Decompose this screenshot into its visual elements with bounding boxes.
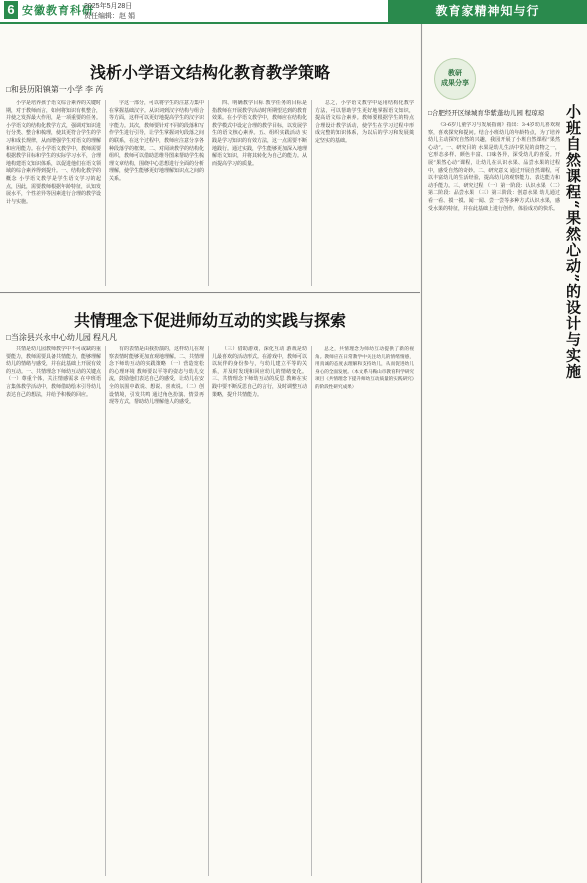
article3-column-1: 《3-6岁儿童学习与发展指南》指出：3-4岁幼儿喜欢观察，喜欢探究和提问。结合小班幼儿的年龄特点，为了培养幼儿主动探究自然的兴趣，我园开展了小班自然课程“果然心动”。一、研究目的 水果是幼儿生活中常见的食物之一，它形态多样、颜色丰富、口味各异，深受幼儿的喜爱。开展“果然心动”课程，让幼儿在认识水果、品尝水果的过程中，感受自然的奇妙。二、研究意义 通过开展自然课程，可以丰富幼儿的生活经验，提高幼儿的观察能力、表达能力和动手能力。三、研究过程 （一）第一阶段：认识水果 （二）第二阶段：品尝水果 （三）第三阶段：创意水果 幼儿通过看一看、摸一摸、闻一闻、尝一尝等多种方式认识水果，感受水果的特征，并在此基础上进行创作，体验成功的快乐。 (428, 122, 560, 212)
article2-column-2: 有的表情是由我扮演的，这样幼儿在观察表情时能够更加直观地理解。二、共情理念下师幼互动的实践策略 （一）营造宽松的心理环境 教师要以平等的姿态与幼儿交流，鼓励他们表达自己的感受，让幼儿在安全的氛围中敢说、想说、喜欢说。（二）创设情境，引发共鸣 通过角色扮演、情景再现等方式，帮助幼儿理解他人的感受。 (109, 346, 204, 406)
badge-line-2: 成果分享 (441, 78, 469, 87)
page-number: 6 (4, 1, 18, 19)
article3-title: 小班自然课程“果然心动”的设计与实施 (564, 104, 582, 380)
badge-line-1: 教研 (448, 68, 462, 77)
article3-author: □合肥经开区绿城育华紫蓬幼儿园 程琼琼 (428, 110, 545, 117)
article2-title: 共情理念下促进师幼互动的实践与探索 (73, 311, 346, 330)
section-banner: 教育家精神知与行 (388, 0, 587, 22)
article-structured-teaching (0, 24, 420, 292)
research-badge (434, 58, 476, 100)
page-header (0, 0, 587, 24)
editor-credit: 责任编辑：赵 娟 (84, 13, 135, 20)
article1-column-1: 小学是培养孩子语文综合素养的关键时期，对于教师而言，如何将知识有机整合，并使之发挥最大作用，是一项重要的任务。小学语文的结构化教学方式，强调对知识进行分类、整合和梳理，使其更符合学生的学习和成长规律，从而增强学生对语文的理解和应用能力。在小学语文教学中，教师需要根据教学目标和学生的实际学习水平，合理地构建语文知识体系，以促进他们在语文领域的综合素养得到提升。一、结构化教学的概念 小学语文教学是学生语文学习的起点，因此，需要教师根据年龄特征，认知发展水平，个性差异等因素进行合理的教学设计与实施。 (6, 100, 101, 205)
issue-date: 2025年5月28日 (84, 3, 133, 10)
article2-column-4: 总之，共情理念为师幼互动提供了新的视角。教师应在日常教学中关注幼儿的情绪情感，用真诚的态度去理解和支持幼儿，从而促进幼儿身心的全面发展。（本文系马鞍山市教育科学研究项目《共情理念下提升师幼互动质量的实践研究》的阶段性研究成果） (315, 347, 414, 390)
article1-title: 浅析小学语文结构化教育教学策略 (89, 63, 330, 82)
article1-column-4: 总之，小学语文教学中运用结构化教学方法，可以帮助学生更好地掌握语文知识，提高语文综合素养。教师要根据学生的特点合理设计教学活动，使学生在学习过程中形成完整的知识体系，为以后的学习和发展奠定坚实的基础。 (315, 100, 414, 144)
article-empathy-interaction (0, 294, 420, 883)
article1-author: □和县历阳镇第一小学 李 芮 (6, 85, 104, 94)
article2-author: □当涂县兴永中心幼儿园 程凡凡 (6, 333, 118, 342)
article1-column-3: 四、明确教学目标 教学任务的目标是指教师在开展教学活动时所期望达到的教育效果。在小学语文教学中，教师应在结构化教学模式中设定合理的教学目标，以发展学生的语文核心素养。五、组织实践活动 实践是学习知识的有效方法，这一点需要不断地践行。通过实践，学生能够更加深入地理解语文知识，并将其转化为自己的能力。从而提高学习的质量。 (212, 100, 307, 167)
article2-column-1: 共情是幼儿园教师教学中不可或缺的重要能力，教师需要具备共情能力，能够理解幼儿的情绪与感受，并在此基础上开展有效的互动。一、共情理念下师幼互动的关键点 （一）尊重个体，关注情感需求 在中班语言集体教学活动中，教师借助绘本引导幼儿表达自己的想法，并给予积极的回应。 (6, 346, 101, 398)
article2-column-3: （三）借助游戏，深化互动 游戏是幼儿最喜欢的活动形式。在游戏中，教师可以以玩伴的身份参与，与幼儿建立平等的关系，并及时发现和回应幼儿的情绪变化。三、共情理念下师幼互动的反思 教师在实践中要不断反思自己的言行，及时调整互动策略，提升共情能力。 (212, 346, 307, 398)
article1-column-2: 字这一部分，可以将学生的注意力集中在掌握基础汉字。从识词到汉字结构与组合等方面，这样可以更好地提高学生的汉字识字能力。其次，教师要针对不同的段落和写作学生进行引导，让学生掌握词句段落之间的联系，在这个过程中，教师应注意分享各种段落学的框架。二、对阅读教学的结构化组织，教师可以借助思维导图来帮助学生梳理文章结构，围绕中心思想进行全面的分析理解，使学生能够更好地理解知识点之间的关系。 (109, 100, 204, 182)
paper-name: 安徽教育科研 (22, 4, 94, 17)
